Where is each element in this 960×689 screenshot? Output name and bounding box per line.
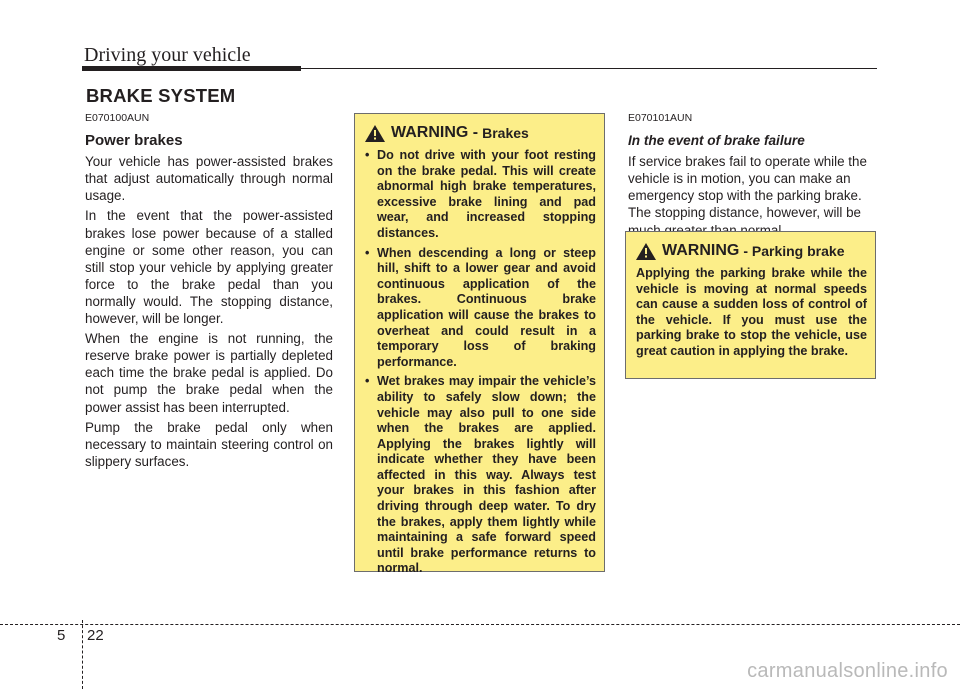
warning-heading: [636, 242, 867, 260]
warning-box-parking-brake: [625, 231, 876, 379]
page-number: 22: [87, 627, 104, 644]
bullet-icon: •: [365, 148, 370, 162]
right-column: [628, 110, 877, 242]
warning-heading: [365, 124, 596, 142]
warning-box-brakes: [354, 113, 605, 576]
list-item-text: When descending a long or steep hill, shift to a lower gear and avoid continuous application of the brakes. Continuous brake application will cause the brakes to overheat and could result in a temporary loss of braking performance.: [377, 245, 596, 369]
list-item: [365, 148, 596, 242]
subheading-brake-failure: In the event of brake failure: [628, 133, 805, 149]
warning-body: Applying the parking brake while the vehicle is moving at normal speeds can cause a sudden loss of control of the vehicle. If you must use the parking brake to stop the vehicle, use great caution in applying the brake.: [636, 266, 867, 358]
list-item-text: Wet brakes may impair the vehicle’s ability to safely slow down; the vehicle may also pull to one side when the brakes are applied. Applying the brakes lightly will indicate whether they have been affected in this way. Always test your brakes in this fashion after driving through deep water. To dry the brakes, apply them lightly while maintaining a safe forward speed until brake performance returns to normal.: [377, 374, 596, 576]
header-rule-thin: [301, 68, 877, 69]
chapter-number: 5: [57, 627, 66, 644]
warning-triangle-icon: [365, 125, 385, 142]
header-rule-thick: [82, 66, 301, 71]
footer-rule: [0, 624, 960, 625]
section-code: E070101AUN: [628, 112, 693, 124]
warning-list: [365, 148, 596, 577]
bullet-icon: •: [365, 245, 370, 260]
left-column: [85, 110, 333, 473]
list-item: [365, 246, 596, 371]
warning-word: WARNING -: [391, 124, 479, 141]
list-item: [365, 374, 596, 577]
list-item-text: Do not drive with your foot resting on the brake pedal. This will create abnormal high brake temperatures, excessive brake lining and pad wear, and increased stopping distances.: [377, 148, 596, 240]
footer-divider: [82, 620, 83, 689]
paragraph: When the engine is not running, the reserve brake power is partially depleted each time the brake pedal is applied. Do not pump the brake pedal when the power assist has been interrupted.: [85, 331, 333, 415]
paragraph: If service brakes fail to operate while the vehicle is in motion, you can make an emergency stop with the parking brake. The stopping distance, however, will be: [628, 154, 867, 221]
warning-subject: - Parking brake: [743, 243, 845, 259]
header-title: Driving your vehicle: [84, 44, 251, 66]
warning-subject: Brakes: [482, 125, 529, 141]
warning-triangle-icon: [636, 243, 656, 260]
paragraph: In the event that the power-assisted brakes lose power because of a stalled engine or some other reason, you can still stop your vehicle by applying greater force to the brake pedal than you normally would. The stopping distance, however, will be longer.: [85, 208, 333, 327]
paragraph: Pump the brake pedal only when necessary to maintain steering control on slippery surfaces.: [85, 419, 333, 469]
section-title: BRAKE SYSTEM: [86, 85, 236, 106]
watermark: carmanualsonline.info: [747, 660, 948, 682]
subheading-power-brakes: Power brakes: [85, 132, 183, 150]
section-code: E070100AUN: [85, 112, 150, 124]
bullet-icon: •: [365, 374, 370, 389]
paragraph: Your vehicle has power-assisted brakes that adjust automatically through normal usage.: [85, 154, 333, 204]
warning-word: WARNING: [662, 242, 740, 259]
